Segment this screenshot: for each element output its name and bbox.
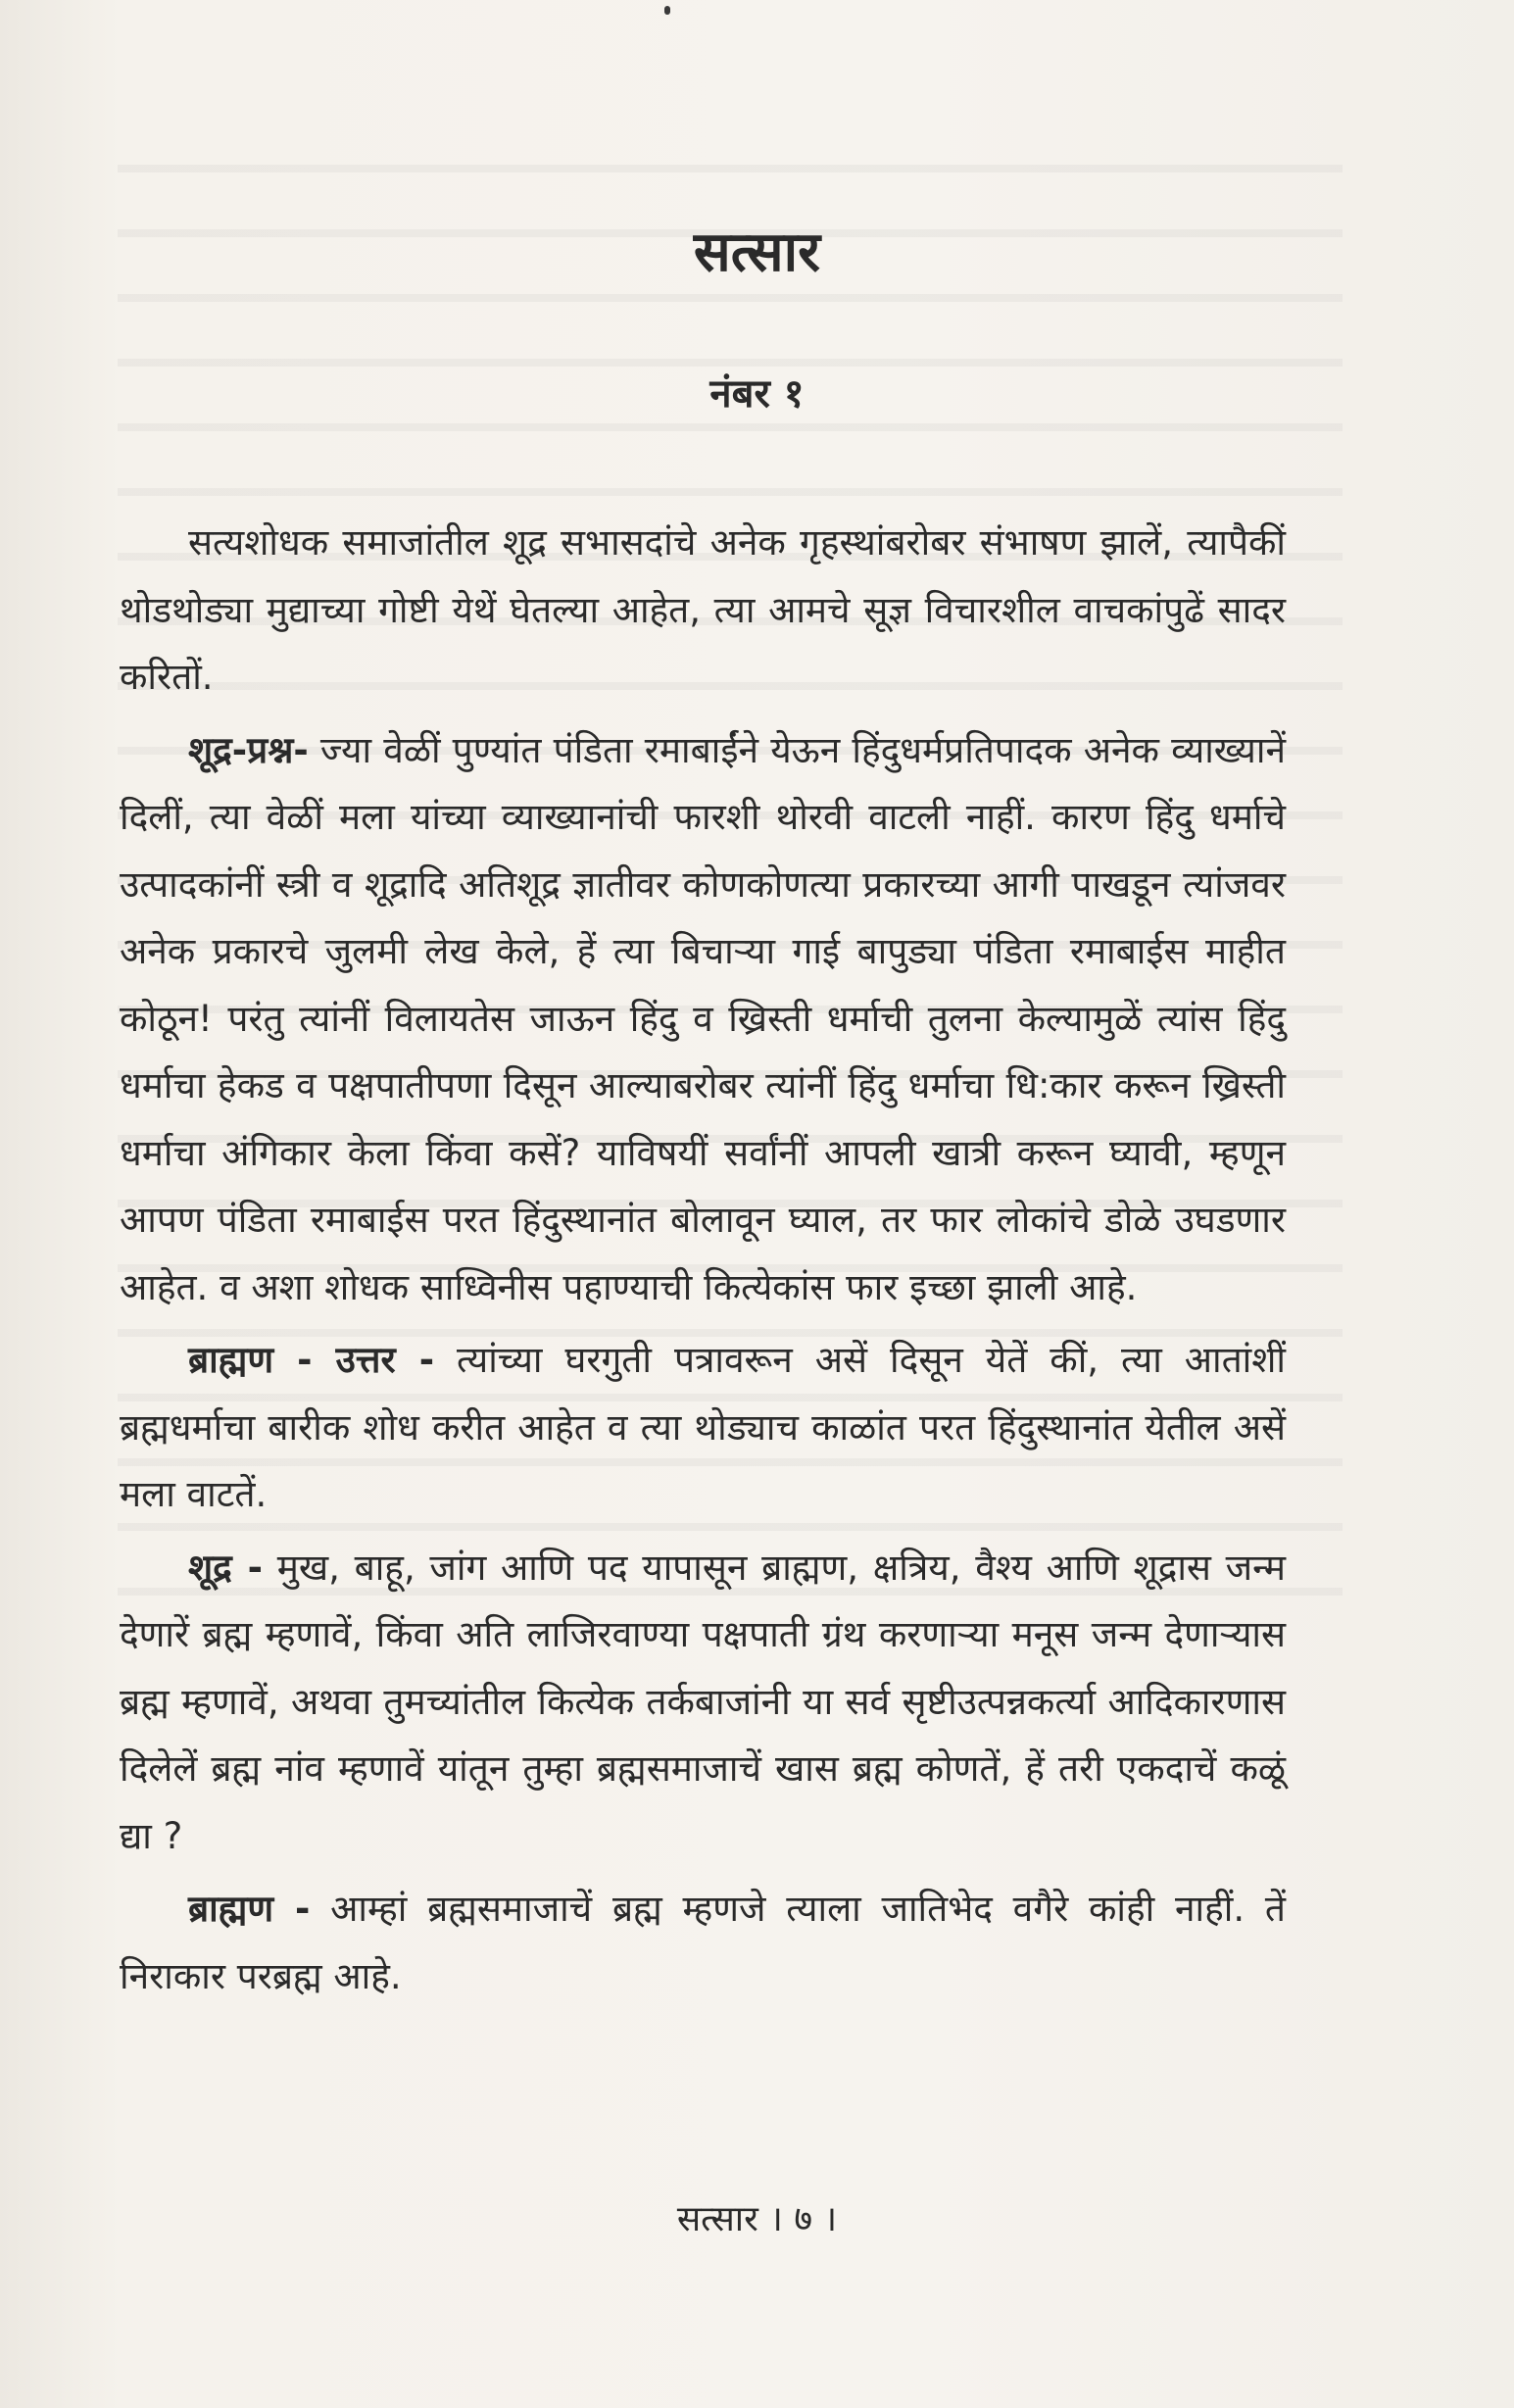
speaker-label: ब्राह्मण -	[188, 1888, 311, 1930]
speaker-label: शूद्र-प्रश्न-	[188, 728, 309, 771]
page-footer: सत्सार । ७ ।	[676, 2199, 838, 2239]
paragraph-intro	[120, 510, 1286, 712]
speaker-label: शूद्र -	[188, 1546, 263, 1589]
paragraph-text: त्यांच्या घरगुती पत्रावरून असें दिसून येतें कीं, त्या आतांशीं ब्रह्मधर्माचा बारीक शोध करीत आहेत व त्या थोड्याच काळांत परत हिंदुस्थानांत येतील असें मला वाटतें.	[120, 1339, 1286, 1515]
paragraph-text: मुख, बाहू, जांग आणि पद यापासून ब्राह्मण, क्षत्रिय, वैश्य आणि शूद्रास जन्म देणारें ब्रह्म म्हणावें, किंवा अति लाजिरवाण्या पक्षपाती ग्रंथ करणाऱ्या मनूस जन्म देणाऱ्यास ब्रह्म म्हणावें, अथवा तुमच्यांतील कित्येक तर्कबाजांनी या सर्व सृष्टीउत्पन्नकर्त्या आदिकारणास दिलेलें ब्रह्म नांव म्हणावें यांतून तुम्हा ब्रह्मसमाजाचें खास ब्रह्म कोणतें, हें तरी एकदाचें कळूं द्या ?	[120, 1546, 1286, 1857]
paragraph-text: सत्यशोधक समाजांतील शूद्र सभासदांचे अनेक गृहस्थांबरोबर संभाषण झालें, त्यापैकीं थोडथोड्या मुद्याच्या गोष्टी येथें घेतल्या आहेत, त्या आमचे सूज्ञ विचारशील वाचकांपुढें सादर करितों.	[120, 521, 1286, 698]
section-number: नंबर १	[709, 371, 805, 417]
paragraph-brahman	[120, 1876, 1286, 2010]
speaker-label: ब्राह्मण - उत्तर -	[188, 1339, 435, 1381]
body-text	[120, 510, 1286, 2016]
paragraph-brahman-answer	[120, 1327, 1286, 1529]
paragraph-shudra	[120, 1535, 1286, 1871]
page-title: सत्सार	[693, 221, 821, 284]
paragraph-shudra-question	[120, 717, 1286, 1322]
paragraph-text: ज्या वेळीं पुण्यांत पंडिता रमाबाईंने येऊन हिंदुधर्मप्रतिपादक अनेक व्याख्यानें दिलीं, त्या वेळीं मला यांच्या व्याख्यानांची फारशी थोरवी वाटली नाहीं. कारण हिंदु धर्माचे उत्पादकांनीं स्त्री व शूद्रादि अतिशूद्र ज्ञातीवर कोणकोणत्या प्रकारच्या आगी पाखडून त्यांजवर अनेक प्रकारचे जुलमी लेख केले, हें त्या बिचाऱ्या गाई बापुड्या पंडिता रमाबाईस माहीत कोठून! परंतु त्यांनीं विलायतेस जाऊन हिंदु व ख्रिस्ती धर्माची तुलना केल्यामुळें त्यांस हिंदु धर्माचा हेकड व पक्षपातीपणा दिसून आल्याबरोबर त्यांनीं हिंदु धर्माचा धि:कार करून ख्रिस्ती धर्माचा अंगिकार केला किंवा कसें? याविषयीं सर्वांनीं आपली खात्री करून घ्यावी, म्हणून आपण पंडिता रमाबाईस परत हिंदुस्थानांत बोलावून घ्याल, तर फार लोकांचे डोळे उघडणार आहेत. व अशा शोधक साध्विनीस पहाण्याची कित्येकांस फार इच्छा झाली आहे.	[120, 728, 1286, 1308]
ink-speck	[664, 6, 670, 15]
paragraph-text: आम्हां ब्रह्मसमाजाचें ब्रह्म म्हणजे त्याला जातिभेद वगैरे कांही नाहीं. तें निराकार परब्रह्म आहे.	[120, 1888, 1286, 1997]
